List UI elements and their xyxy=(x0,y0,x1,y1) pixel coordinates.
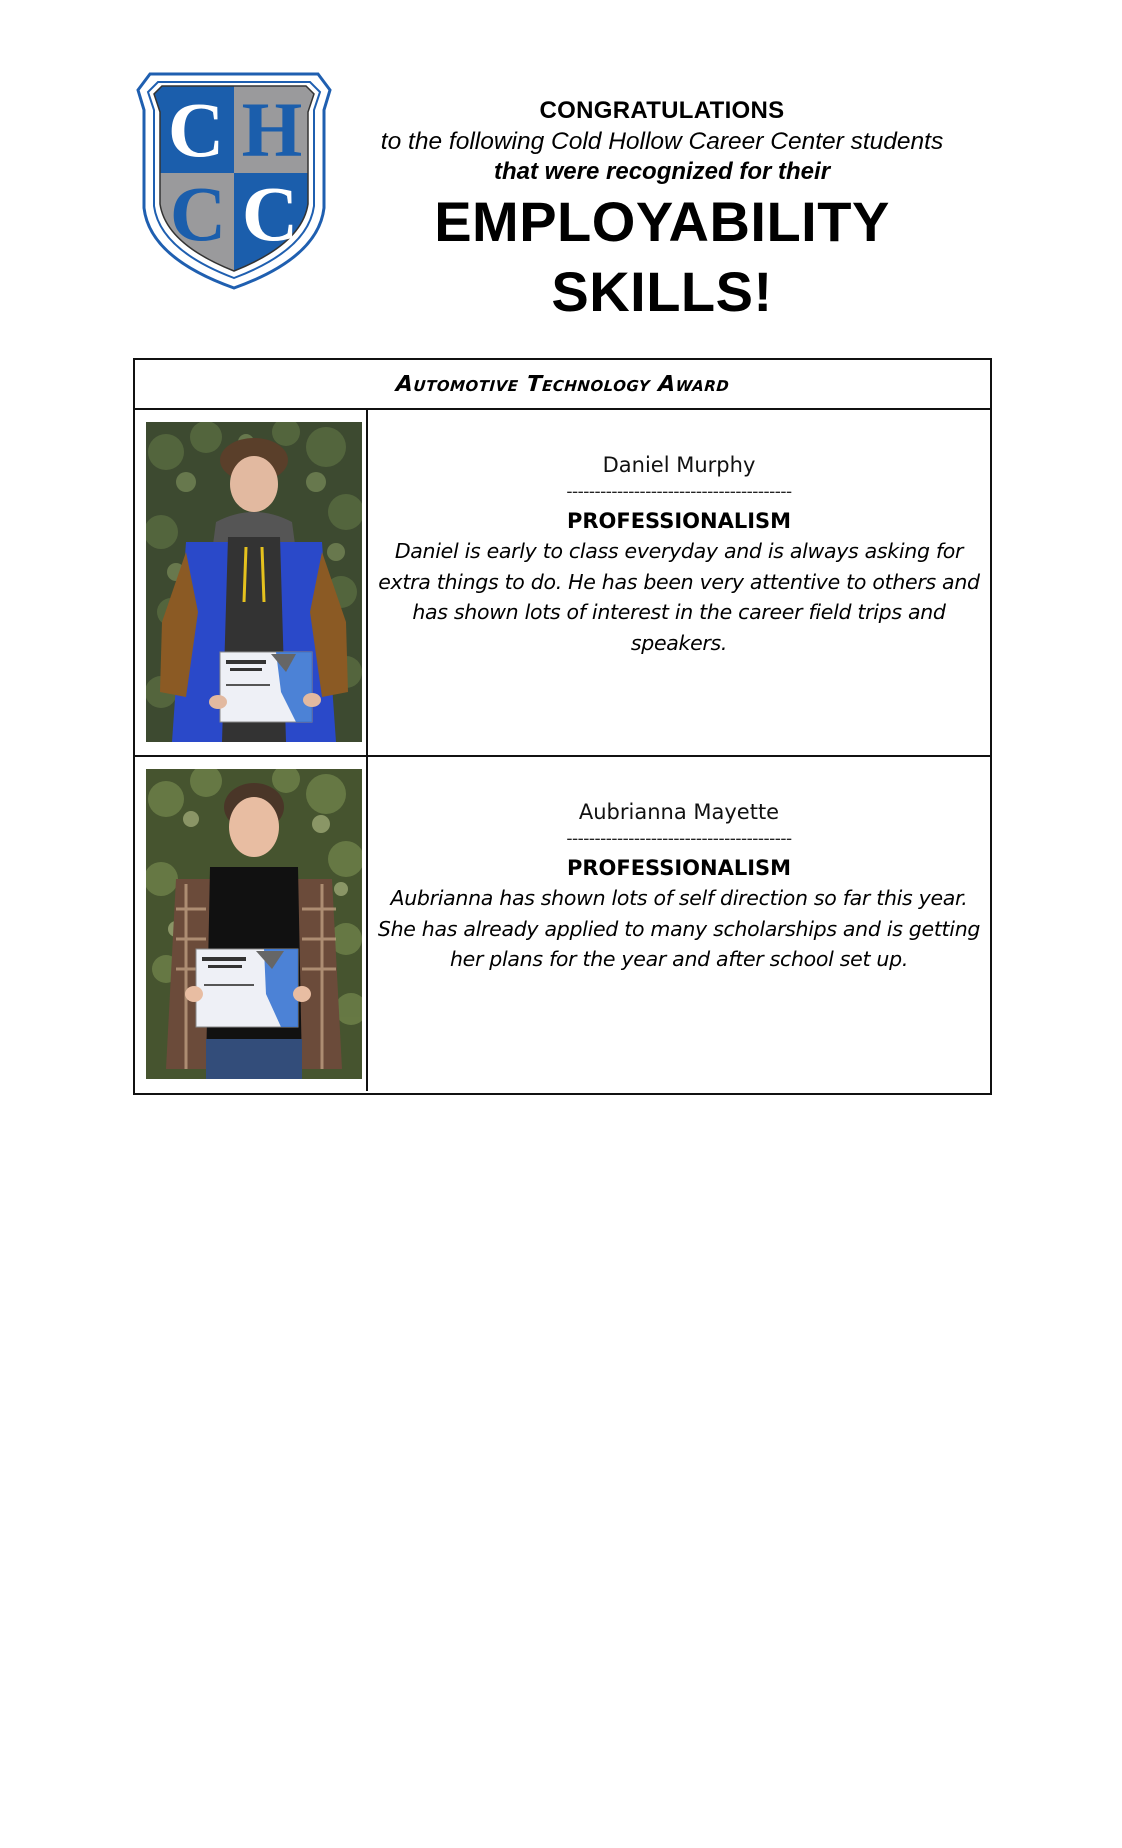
student-photo xyxy=(146,422,362,742)
student-info-cell xyxy=(368,757,990,1091)
student-name: Daniel Murphy xyxy=(602,453,756,477)
photo-aubrianna-icon xyxy=(146,769,362,1079)
student-row xyxy=(135,410,990,757)
page-title-line1: EMPLOYABILITY xyxy=(434,190,890,253)
chcc-shield-logo xyxy=(136,68,332,290)
photo-cell xyxy=(135,757,368,1091)
photo-cell xyxy=(135,410,368,755)
svg-text:C: C xyxy=(169,170,227,257)
award-table xyxy=(133,358,992,1095)
shield-icon xyxy=(136,68,332,290)
svg-text:C: C xyxy=(241,170,299,257)
divider-dashes: ---------------------------------------- xyxy=(566,829,792,849)
divider-dashes: ---------------------------------------- xyxy=(566,482,792,502)
page-title-line2: SKILLS! xyxy=(551,260,773,323)
svg-text:H: H xyxy=(241,86,303,173)
student-photo xyxy=(146,769,362,1079)
student-description: Daniel is early to class everyday and is always asking for extra things to do. He has been very attentive to others and has shown lots of interest in the career field trips and speakers. xyxy=(378,539,980,655)
subtitle-line-bold: that were recognized for their xyxy=(493,158,831,185)
student-description: Aubrianna has shown lots of self direction so far this year. She has already applied to many scholarships and is getting her plans for the year and after school set up. xyxy=(377,886,981,971)
subtitle-line: to the following Cold Hollow Career Center students xyxy=(380,128,944,155)
student-info-cell xyxy=(368,410,990,755)
award-title: Automotive Technology Award xyxy=(394,371,731,397)
svg-text:C: C xyxy=(167,86,225,173)
header-block xyxy=(360,96,964,327)
student-name: Aubrianna Mayette xyxy=(578,800,780,824)
photo-daniel-icon xyxy=(146,422,362,742)
skill-label: PROFESSIONALISM xyxy=(566,856,792,880)
student-row xyxy=(135,757,990,1091)
congratulations-heading: CONGRATULATIONS xyxy=(539,97,785,124)
skill-label: PROFESSIONALISM xyxy=(566,509,792,533)
award-table-header xyxy=(135,360,990,410)
